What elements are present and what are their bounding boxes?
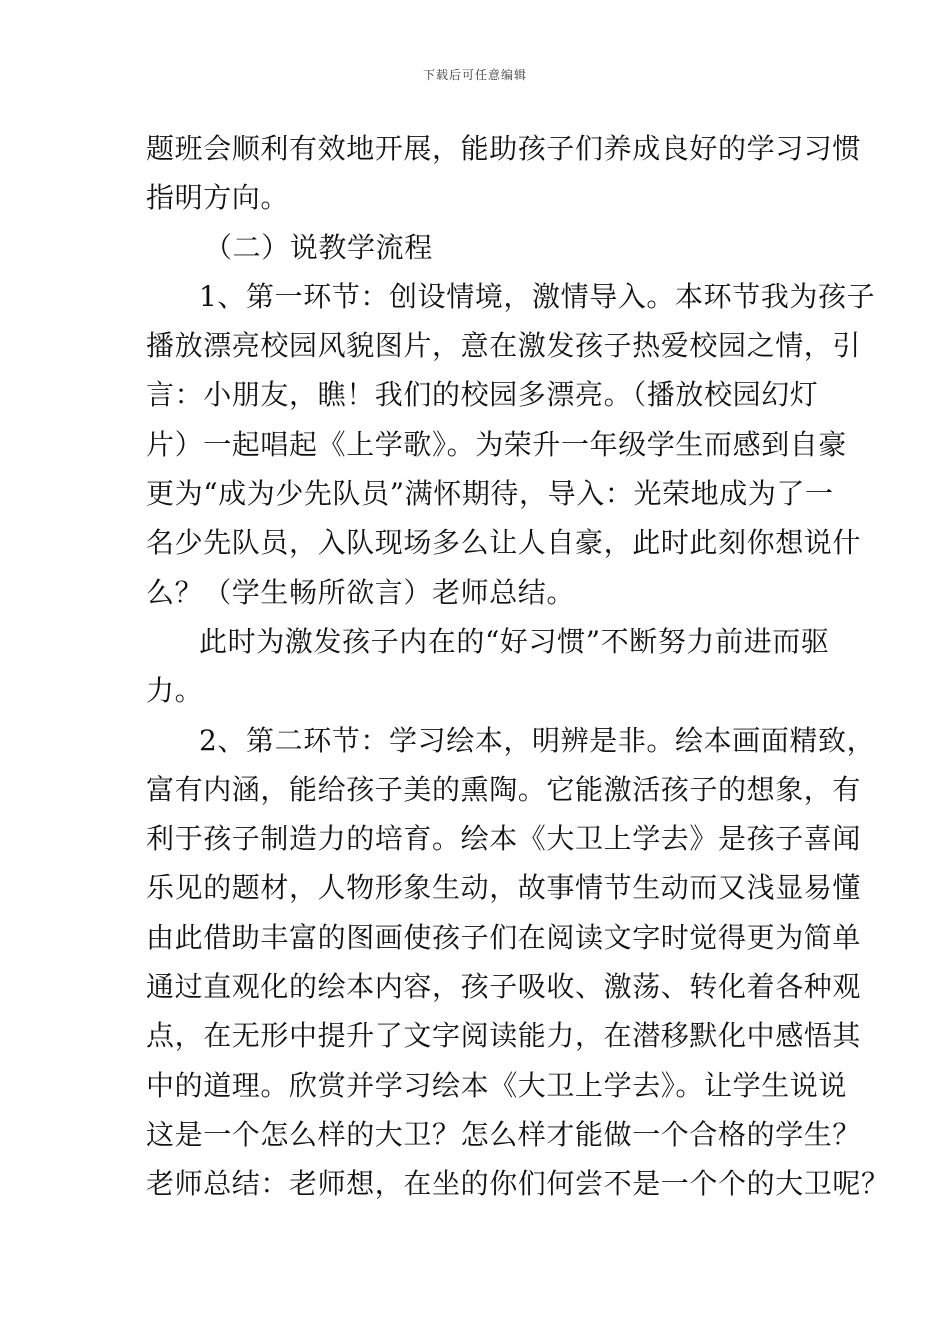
text-line: 力。 <box>146 674 204 708</box>
document-body <box>146 124 890 1209</box>
text-line: 言：小朋友，瞧！我们的校园多漂亮。（播放校园幻灯 <box>146 378 819 412</box>
text-line: 1、第一环节：创设情境，激情导入。本环节我为孩子 <box>199 279 876 313</box>
text-line: 由此借助丰富的图画使孩子们在阅读文字时觉得更为简单 <box>146 920 862 954</box>
text-line: 中的道理。欣赏并学习绘本《大卫上学去》。让学生说说 <box>146 1068 848 1102</box>
text-line: 此时为激发孩子内在的“好习惯”不断努力前进而驱 <box>199 624 830 658</box>
text-line: 片）一起唱起《上学歌》。为荣升一年级学生而感到自豪 <box>146 427 848 461</box>
text-line: 点，在无形中提升了文字阅读能力，在潜移默化中感悟其 <box>146 1019 862 1053</box>
text-line: 通过直观化的绘本内容，孩子吸收、激荡、转化着各种观 <box>146 970 862 1004</box>
text-line: 么？（学生畅所欲言）老师总结。 <box>146 575 576 609</box>
text-line: 指明方向。 <box>146 181 290 215</box>
text-line: 富有内涵，能给孩子美的熏陶。它能激活孩子的想象，有 <box>146 772 862 806</box>
text-line: 题班会顺利有效地开展，能助孩子们养成良好的学习习惯 <box>146 132 862 165</box>
text-line: 2、第二环节：学习绘本，明辨是非。绘本画面精致， <box>199 723 876 757</box>
text-line: 名少先队员，入队现场多么让人自豪，此时此刻你想说什 <box>146 526 862 560</box>
text-line: 播放漂亮校园风貌图片，意在激发孩子热爱校园之情，引 <box>146 329 862 363</box>
page-header: 下载后可任意编辑 <box>422 68 527 82</box>
text-line: 这是一个怎么样的大卫？怎么样才能做一个合格的学生？ <box>146 1117 862 1151</box>
text-line: 利于孩子制造力的培育。绘本《大卫上学去》是孩子喜闻 <box>146 822 862 856</box>
text-line: 老师总结：老师想，在坐的你们何尝不是一个个的大卫呢？ <box>146 1167 890 1201</box>
text-line: 更为“成为少先队员”满怀期待，导入：光荣地成为了一 <box>146 477 834 511</box>
text-line: 乐见的题材，人物形象生动，故事情节生动而又浅显易懂 <box>146 871 862 905</box>
section-heading: （二）说教学流程 <box>204 230 433 264</box>
